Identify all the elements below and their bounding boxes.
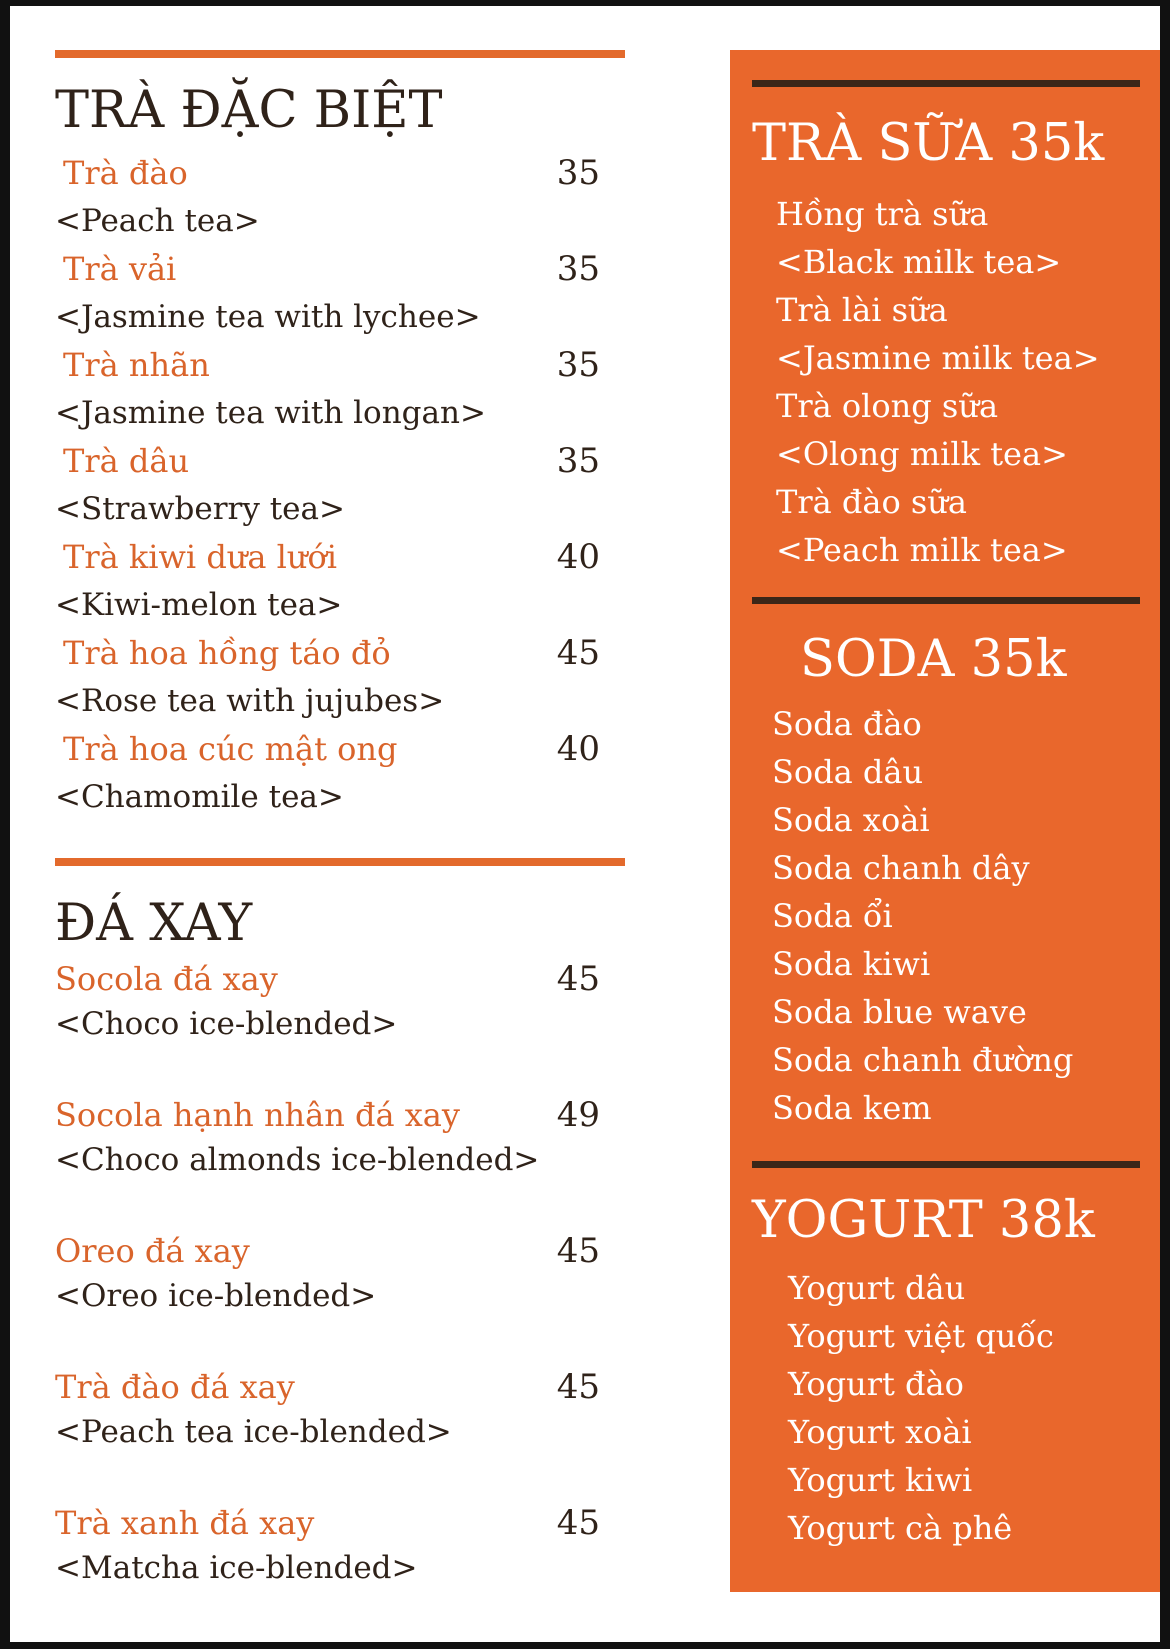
item-english-name: <Choco almonds ice-blended> [55,1142,540,1178]
item-name: Trà dâu [63,442,190,480]
list-item: Yogurt xoài [788,1413,972,1451]
item-price: 45 [556,633,600,673]
ice-blended-title: ĐÁ XAY [55,894,253,953]
list-item: Soda đào [772,705,922,743]
item-name: Socola hạnh nhân đá xay [55,1096,460,1134]
item-name: Trà xanh đá xay [55,1504,315,1542]
soda-top-rule [752,597,1140,604]
soda-list [772,700,1073,1132]
item-name: Trà nhãn [63,346,210,384]
list-item: <Peach milk tea> [776,531,1068,569]
item-english-name: <Peach tea> [55,203,260,239]
list-item: Soda chanh dây [772,849,1030,887]
list-item: Soda blue wave [772,993,1027,1031]
list-item: Soda kiwi [772,945,931,983]
list-item: Yogurt dâu [788,1269,966,1307]
list-item: Yogurt cà phê [788,1509,1013,1547]
menu-item [55,533,600,629]
item-price: 45 [556,959,600,999]
item-name: Trà đào [63,154,188,192]
item-price: 35 [556,249,600,289]
ice-blended-list [55,957,600,1637]
list-item: Soda xoài [772,801,930,839]
item-price: 35 [556,345,600,385]
special-tea-title: TRÀ ĐẶC BIỆT [55,81,443,140]
list-item: Yogurt kiwi [788,1461,973,1499]
item-english-name: <Oreo ice-blended> [55,1278,377,1314]
item-name: Trà hoa hồng táo đỏ [63,634,391,672]
menu-item [55,1229,600,1365]
item-english-name: <Rose tea with jujubes> [55,683,445,719]
item-name: Socola đá xay [55,960,278,998]
menu-item [55,1365,600,1501]
yogurt-title: YOGURT 38k [752,1191,1095,1250]
list-item: Soda chanh đường [772,1041,1074,1079]
menu-item [55,149,600,245]
item-name: Oreo đá xay [55,1232,250,1270]
item-name: Trà kiwi dưa lưới [63,538,337,576]
special-tea-top-rule [55,50,625,58]
item-english-name: <Jasmine tea with lychee> [55,299,481,335]
item-name: Trà đào đá xay [55,1368,295,1406]
list-item: <Black milk tea> [776,243,1062,281]
item-price: 45 [556,1367,600,1407]
list-item: Trà đào sữa [776,483,967,521]
right-orange-panel [730,50,1160,1592]
yogurt-list [788,1264,1054,1552]
milk-tea-title: TRÀ SỮA 35k [752,114,1105,173]
item-english-name: <Matcha ice-blended> [55,1550,418,1586]
menu-item [55,1501,600,1637]
item-price: 35 [556,441,600,481]
item-price: 49 [556,1095,600,1135]
menu-page [10,6,1160,1642]
list-item: Trà olong sữa [776,387,999,425]
list-item: Trà lài sữa [776,291,948,329]
item-english-name: <Chamomile tea> [55,779,344,815]
soda-title: SODA 35k [800,630,1067,689]
list-item: Soda kem [772,1089,932,1127]
item-name: Trà vải [63,250,177,288]
milk-tea-list [776,190,1100,574]
yogurt-top-rule [752,1161,1140,1168]
item-english-name: <Kiwi-melon tea> [55,587,343,623]
item-english-name: <Choco ice-blended> [55,1006,398,1042]
menu-item [55,629,600,725]
menu-item [55,437,600,533]
special-tea-list [55,149,600,821]
item-price: 35 [556,153,600,193]
item-english-name: <Peach tea ice-blended> [55,1414,452,1450]
item-english-name: <Strawberry tea> [55,491,345,527]
list-item: Yogurt đào [788,1365,964,1403]
list-item: Hồng trà sữa [776,195,989,233]
menu-item [55,341,600,437]
list-item: <Jasmine milk tea> [776,339,1100,377]
menu-item [55,725,600,821]
list-item: Yogurt việt quốc [788,1317,1054,1355]
menu-item [55,245,600,341]
list-item: Soda dâu [772,753,924,791]
menu-item [55,1093,600,1229]
item-english-name: <Jasmine tea with longan> [55,395,486,431]
list-item: Soda ổi [772,897,893,935]
item-price: 45 [556,1503,600,1543]
menu-item [55,957,600,1093]
milk-tea-top-rule [752,80,1140,87]
item-price: 45 [556,1231,600,1271]
item-name: Trà hoa cúc mật ong [63,730,398,768]
item-price: 40 [556,537,600,577]
item-price: 40 [556,729,600,769]
ice-blended-top-rule [55,858,625,866]
list-item: <Olong milk tea> [776,435,1068,473]
